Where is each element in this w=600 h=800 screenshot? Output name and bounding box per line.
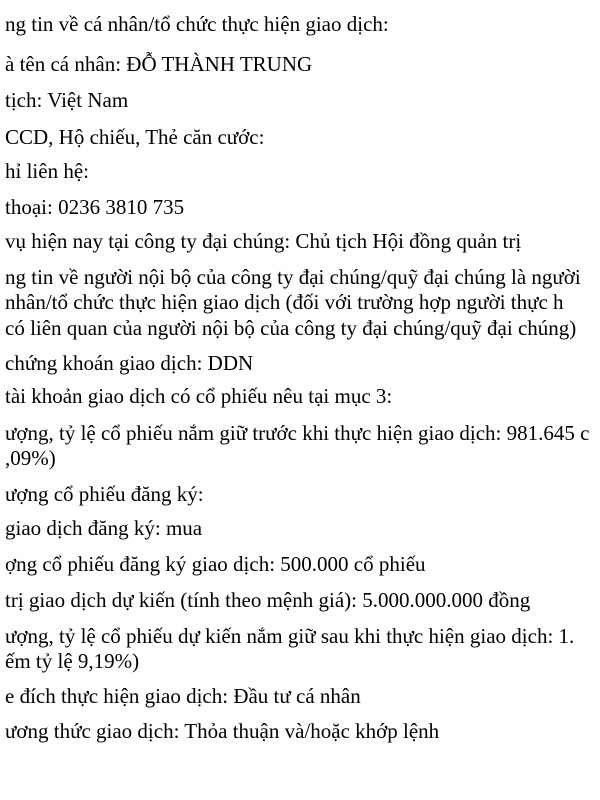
text-line: nhân/tổ chức thực hiện giao dịch (đối với trường hợp người thực h [5, 290, 564, 314]
text-line: ng tin về người nội bộ của công ty đại chúng/quỹ đại chúng là người [5, 265, 581, 289]
text-line: chứng khoán giao dịch: DDN [5, 351, 254, 375]
text-line: ếm tỷ lệ 9,19%) [5, 649, 140, 673]
text-line: CCD, Hộ chiếu, Thẻ căn cước: [5, 125, 265, 149]
text-line: có liên quan của người nội bộ của công ty đại chúng/quỹ đại chúng) [5, 316, 577, 340]
text-line: vụ hiện nay tại công ty đại chúng: Chủ tịch Hội đồng quản trị [5, 229, 522, 253]
text-line: trị giao dịch dự kiến (tính theo mệnh giá): 5.000.000.000 đồng [5, 588, 531, 612]
text-line: thoại: 0236 3810 735 [5, 195, 185, 219]
text-line: ương thức giao dịch: Thỏa thuận và/hoặc khớp lệnh [5, 719, 440, 743]
text-line: ng tin về cá nhân/tổ chức thực hiện giao dịch: [5, 12, 389, 36]
text-line: hỉ liên hệ: [5, 159, 89, 183]
text-line: ượng cổ phiếu đăng ký: [5, 482, 204, 506]
text-line: tịch: Việt Nam [5, 88, 129, 112]
text-line: à tên cá nhân: ĐỖ THÀNH TRUNG [5, 52, 313, 76]
text-line: ượng, tỷ lệ cổ phiếu nắm giữ trước khi thực hiện giao dịch: 981.645 c [5, 421, 590, 445]
text-line: ợng cổ phiếu đăng ký giao dịch: 500.000 cổ phiếu [5, 552, 426, 576]
text-line: ,09%) [5, 446, 56, 470]
text-line: tài khoản giao dịch có cổ phiếu nêu tại mục 3: [5, 384, 393, 408]
text-line: e đích thực hiện giao dịch: Đầu tư cá nhân [5, 684, 361, 708]
text-line: ượng, tỷ lệ cổ phiếu dự kiến nắm giữ sau khi thực hiện giao dịch: 1. [5, 624, 575, 648]
text-line: giao dịch đăng ký: mua [5, 516, 203, 540]
